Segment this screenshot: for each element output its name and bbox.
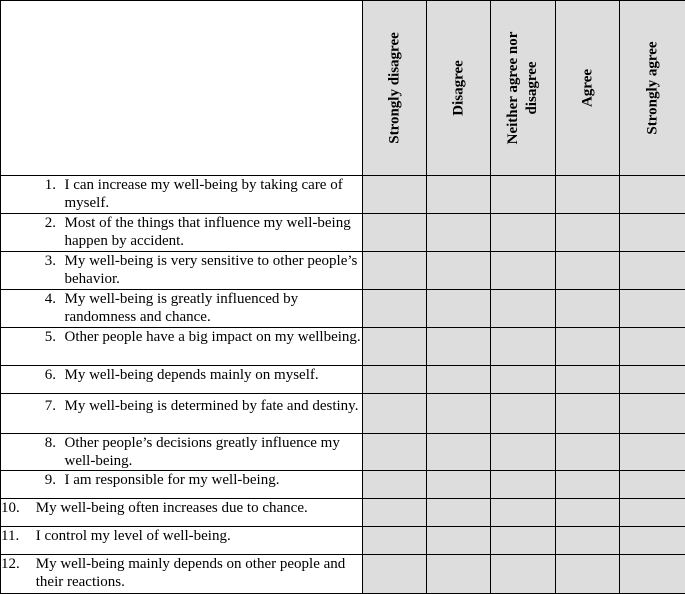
item-text: I control my level of well-being. [36, 527, 362, 545]
item-text: I can increase my well-being by taking care of myself. [65, 176, 363, 212]
item-statement [1, 499, 363, 527]
response-cell-strongly-agree[interactable] [620, 290, 685, 328]
response-cell-agree[interactable] [556, 176, 620, 214]
response-cell-strongly-disagree[interactable] [363, 527, 427, 555]
response-cell-agree[interactable] [556, 366, 620, 394]
item-text: My well-being depends mainly on myself. [65, 366, 363, 384]
response-cell-strongly-disagree[interactable] [363, 434, 427, 471]
items-body [1, 176, 685, 594]
column-header-strongly-agree [620, 1, 685, 176]
item-statement [1, 328, 363, 366]
item-text: My well-being mainly depends on other people and their reactions. [36, 555, 362, 591]
column-label: Neither agree nor disagree [504, 32, 542, 145]
response-cell-strongly-agree[interactable] [620, 499, 685, 527]
response-cell-disagree[interactable] [427, 394, 491, 434]
response-cell-disagree[interactable] [427, 499, 491, 527]
response-cell-neutral[interactable] [491, 252, 556, 290]
item-row [1, 555, 685, 594]
response-cell-strongly-agree[interactable] [620, 328, 685, 366]
response-cell-disagree[interactable] [427, 527, 491, 555]
item-text: Other people’s decisions greatly influence my well-being. [65, 434, 363, 470]
column-header-disagree [427, 1, 491, 176]
column-label: Strongly agree [643, 41, 662, 134]
response-cell-strongly-disagree[interactable] [363, 471, 427, 499]
header-corner [1, 1, 363, 176]
response-cell-strongly-agree[interactable] [620, 176, 685, 214]
response-cell-neutral[interactable] [491, 471, 556, 499]
response-cell-disagree[interactable] [427, 290, 491, 328]
response-cell-disagree[interactable] [427, 471, 491, 499]
response-cell-neutral[interactable] [491, 328, 556, 366]
item-row [1, 366, 685, 394]
item-statement [1, 214, 363, 252]
column-label: Strongly disagree [385, 32, 404, 144]
item-row [1, 394, 685, 434]
item-text: My well-being is determined by fate and destiny. [65, 397, 363, 415]
item-row [1, 252, 685, 290]
response-cell-disagree[interactable] [427, 555, 491, 594]
response-cell-disagree[interactable] [427, 434, 491, 471]
response-cell-disagree[interactable] [427, 214, 491, 252]
item-number: 12. [1, 555, 32, 591]
item-row [1, 499, 685, 527]
item-row [1, 328, 685, 366]
response-cell-agree[interactable] [556, 499, 620, 527]
response-cell-agree[interactable] [556, 214, 620, 252]
item-statement [1, 471, 363, 499]
response-cell-strongly-agree[interactable] [620, 527, 685, 555]
item-number: 2. [1, 214, 57, 250]
item-statement [1, 252, 363, 290]
response-cell-disagree[interactable] [427, 252, 491, 290]
column-header-agree [556, 1, 620, 176]
item-number: 7. [1, 397, 57, 415]
response-cell-strongly-disagree[interactable] [363, 252, 427, 290]
item-number: 4. [1, 290, 57, 326]
response-cell-strongly-agree[interactable] [620, 394, 685, 434]
column-header-strongly-disagree [363, 1, 427, 176]
item-statement [1, 527, 363, 555]
response-cell-disagree[interactable] [427, 328, 491, 366]
item-statement [1, 290, 363, 328]
response-cell-agree[interactable] [556, 434, 620, 471]
column-header-neutral [491, 1, 556, 176]
item-row [1, 471, 685, 499]
response-cell-strongly-agree[interactable] [620, 434, 685, 471]
response-cell-strongly-disagree[interactable] [363, 290, 427, 328]
item-text: I am responsible for my well-being. [65, 471, 363, 489]
response-cell-neutral[interactable] [491, 499, 556, 527]
response-cell-agree[interactable] [556, 394, 620, 434]
response-cell-strongly-agree[interactable] [620, 555, 685, 594]
item-row [1, 527, 685, 555]
item-statement [1, 434, 363, 471]
response-cell-neutral[interactable] [491, 434, 556, 471]
column-label: Agree [578, 69, 597, 107]
response-cell-agree[interactable] [556, 471, 620, 499]
item-statement [1, 555, 363, 594]
response-cell-neutral[interactable] [491, 214, 556, 252]
response-cell-agree[interactable] [556, 252, 620, 290]
response-cell-strongly-disagree[interactable] [363, 328, 427, 366]
response-cell-strongly-disagree[interactable] [363, 366, 427, 394]
response-cell-neutral[interactable] [491, 366, 556, 394]
item-number: 8. [1, 434, 57, 470]
scale-header-row [1, 1, 685, 176]
item-row [1, 214, 685, 252]
response-cell-agree[interactable] [556, 527, 620, 555]
response-cell-strongly-agree[interactable] [620, 214, 685, 252]
item-row [1, 176, 685, 214]
response-cell-neutral[interactable] [491, 290, 556, 328]
response-cell-strongly-agree[interactable] [620, 471, 685, 499]
response-cell-neutral[interactable] [491, 527, 556, 555]
response-cell-strongly-agree[interactable] [620, 366, 685, 394]
response-cell-strongly-disagree[interactable] [363, 394, 427, 434]
item-statement [1, 176, 363, 214]
item-number: 1. [1, 176, 57, 212]
response-cell-strongly-agree[interactable] [620, 252, 685, 290]
response-cell-strongly-disagree[interactable] [363, 499, 427, 527]
response-cell-strongly-disagree[interactable] [363, 555, 427, 594]
response-cell-agree[interactable] [556, 328, 620, 366]
item-number: 9. [1, 471, 57, 489]
item-text: My well-being is greatly influenced by randomness and chance. [65, 290, 363, 326]
response-cell-agree[interactable] [556, 290, 620, 328]
response-cell-neutral[interactable] [491, 555, 556, 594]
item-text: Other people have a big impact on my wellbeing. [65, 328, 363, 346]
item-statement [1, 394, 363, 434]
response-cell-disagree[interactable] [427, 176, 491, 214]
item-number: 3. [1, 252, 57, 288]
response-cell-strongly-disagree[interactable] [363, 214, 427, 252]
item-statement [1, 366, 363, 394]
item-text: My well-being is very sensitive to other people’s behavior. [65, 252, 363, 288]
item-number: 11. [1, 527, 32, 545]
item-number: 10. [1, 499, 32, 517]
response-cell-neutral[interactable] [491, 176, 556, 214]
item-row [1, 434, 685, 471]
item-row [1, 290, 685, 328]
column-label: Disagree [449, 60, 468, 116]
item-number: 5. [1, 328, 57, 346]
response-cell-agree[interactable] [556, 555, 620, 594]
item-text: My well-being often increases due to chance. [36, 499, 362, 517]
item-number: 6. [1, 366, 57, 384]
item-text: Most of the things that influence my well-being happen by accident. [65, 214, 363, 250]
response-cell-disagree[interactable] [427, 366, 491, 394]
response-cell-neutral[interactable] [491, 394, 556, 434]
response-cell-strongly-disagree[interactable] [363, 176, 427, 214]
